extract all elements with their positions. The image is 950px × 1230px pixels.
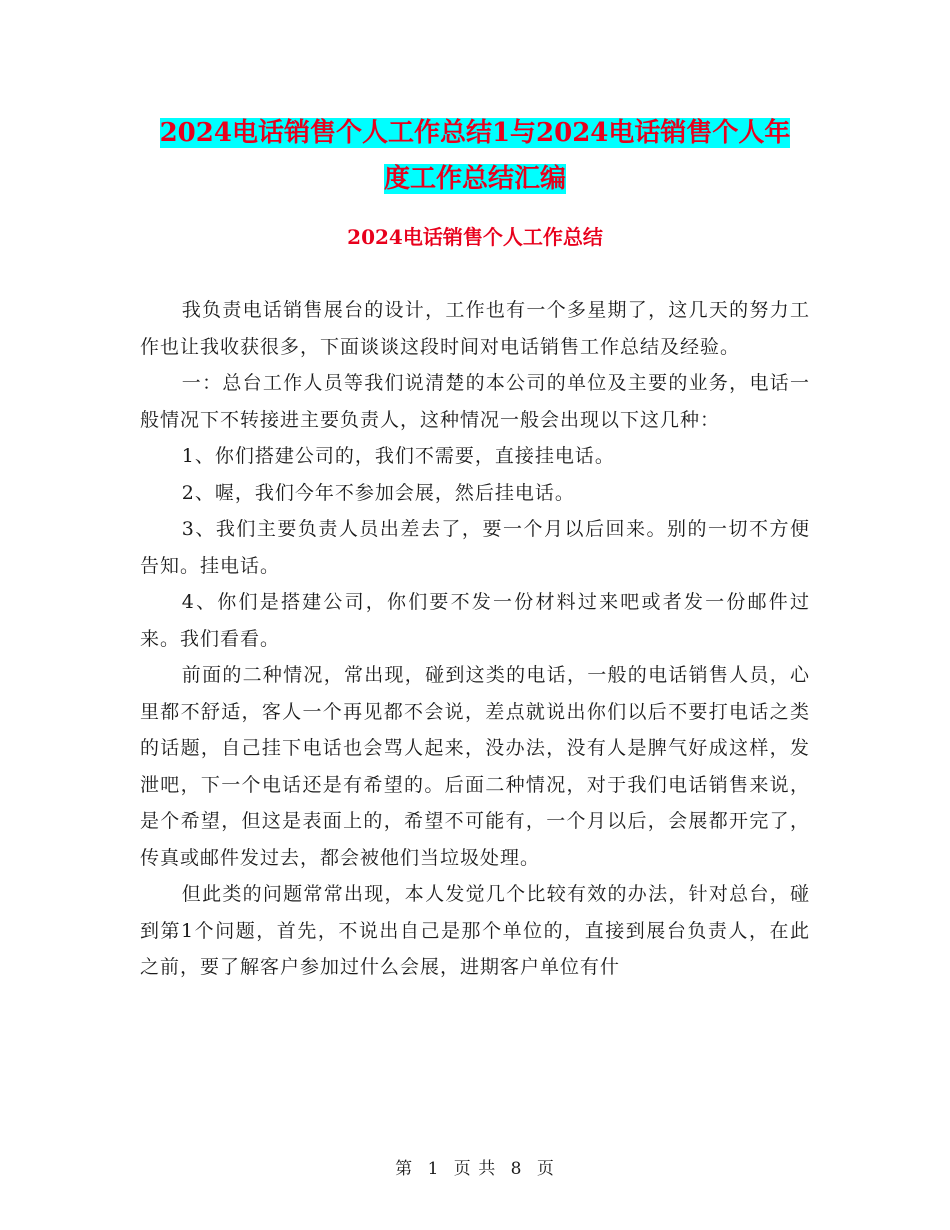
paragraph: 但此类的问题常常出现，本人发觉几个比较有效的办法，针对总台，碰到第1个问题，首先，不说出自己是那个单位的，直接到展台负责人，在此之前，要了解客户参加过什么会展，进期客户单位有什 xyxy=(140,883,810,978)
total-pages: 8 xyxy=(510,1159,523,1179)
paragraph: 我负责电话销售展台的设计，工作也有一个多星期了，这几天的努力工作也让我收获很多，下面谈谈这段时间对电话销售工作总结及经验。 xyxy=(140,299,810,358)
document-body xyxy=(140,292,810,986)
footer-prefix: 第 xyxy=(395,1159,414,1179)
paragraph: 4、你们是搭建公司，你们要不发一份材料过来吧或者发一份邮件过来。我们看看。 xyxy=(140,591,810,650)
paragraph: 1、你们搭建公司的，我们不需要，直接挂电话。 xyxy=(181,445,615,467)
footer-suffix: 页 xyxy=(536,1159,555,1179)
document-title xyxy=(140,110,810,202)
page-footer xyxy=(0,1154,950,1179)
document-title-line1: 2024电话销售个人工作总结1与2024电话销售个人年 xyxy=(159,118,791,148)
document-title-line2: 度工作总结汇编 xyxy=(383,164,566,194)
page-number: 1 xyxy=(427,1159,440,1179)
section-title: 2024电话销售个人工作总结 xyxy=(347,225,603,249)
paragraph: 3、我们主要负责人员出差去了，要一个月以后回来。别的一切不方便告知。挂电话。 xyxy=(140,518,810,577)
footer-mid: 页 共 xyxy=(453,1159,497,1179)
paragraph: 2、喔，我们今年不参加会展，然后挂电话。 xyxy=(181,481,575,504)
paragraph: 一：总台工作人员等我们说清楚的本公司的单位及主要的业务，电话一般情况下不转接进主要负责人，这种情况一般会出现以下这几种： xyxy=(140,372,810,431)
paragraph: 前面的二种情况，常出现，碰到这类的电话，一般的电话销售人员，心里都不舒适，客人一个再见都不会说，差点就说出你们以后不要打电话之类的话题，自己挂下电话也会骂人起来，没办法，没有人是脾气好成这样，发泄吧，下一个电话还是有希望的。后面二种情况，对于我们电话销售来说，是个希望，但这是表面上的，希望不可能有，一个月以后，会展都开完了，传真或邮件发过去，都会被他们当垃圾处理。 xyxy=(140,664,810,869)
